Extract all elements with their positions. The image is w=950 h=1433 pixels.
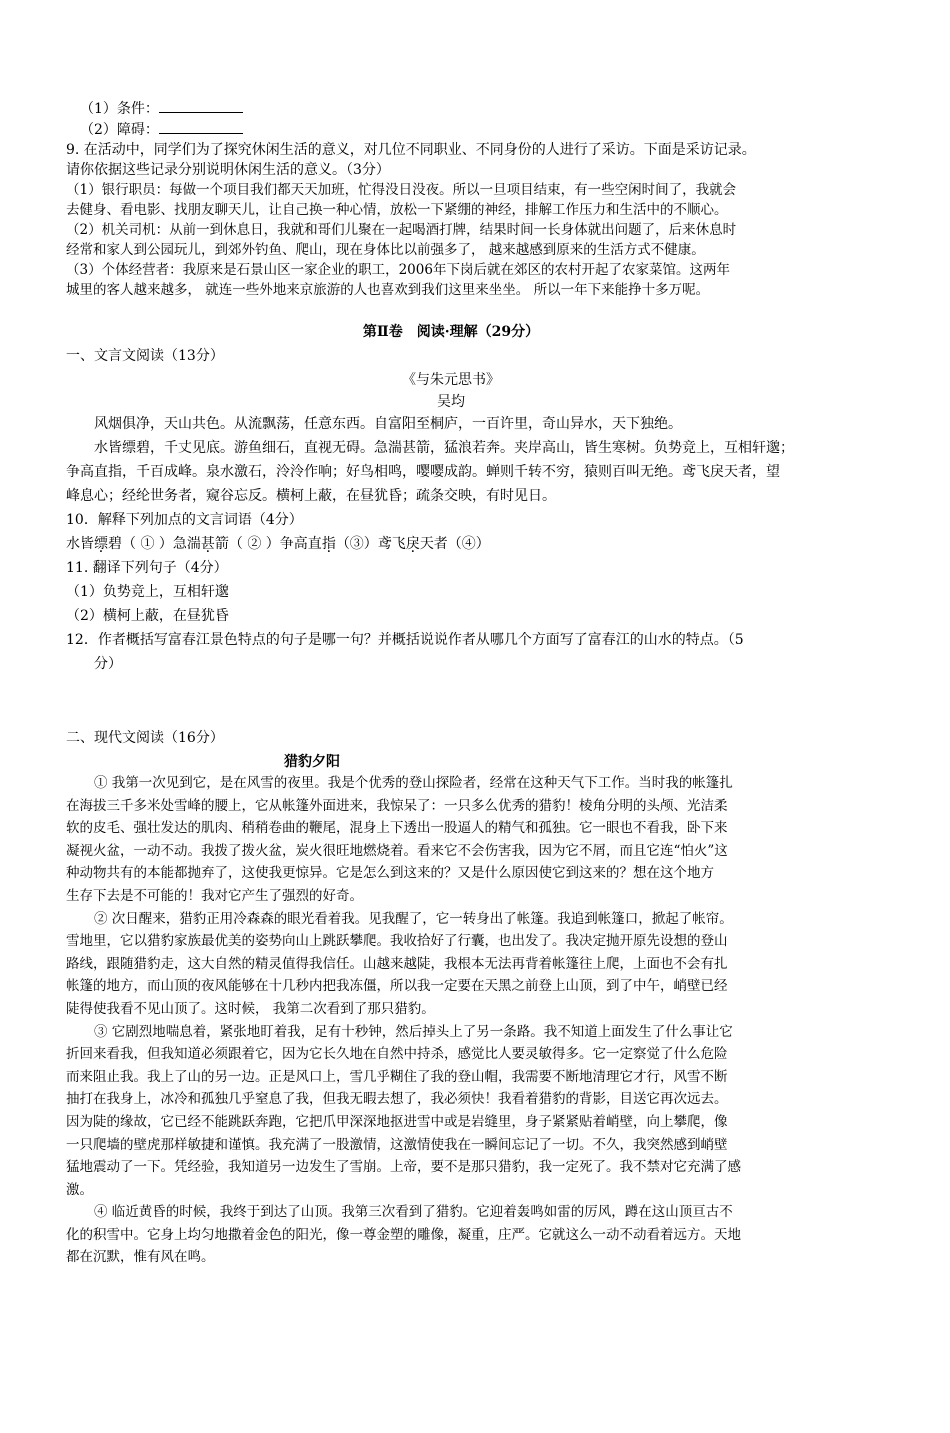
- q11-item: （2）横柯上蔽，在昼犹昏: [66, 608, 229, 624]
- classical-text-line: 峰息心；经纶世务者，窥谷忘反。横柯上蔽，在昼犹昏；疏条交映，有时见日。: [66, 488, 556, 504]
- q8-obstacle: （2）障碍：: [66, 119, 836, 140]
- story-line: 种动物共有的本能都抛弃了，这使我更惊异。它是怎么到这来的？又是什么原因使它到这来的？想在这个地方: [66, 865, 714, 882]
- q11-stem: 11. 翻译下列句子（4分）: [66, 560, 228, 576]
- q8-condition: （1）条件：: [66, 98, 836, 119]
- q9-record: （3）个体经营者：我原来是石景山区一家企业的职工，2006年下岗后就在郊区的农村开起了农家菜馆。这两年: [66, 262, 730, 278]
- story-line: 陡得使我看不见山顶了。这时候， 我第二次看到了那只猎豹。: [66, 1000, 435, 1017]
- text-title: 《与朱元思书》: [402, 372, 500, 388]
- story-line: 在海拔三千多米处雪峰的腰上，它从帐篷外面进来，我惊呆了：一只多么优秀的猎豹！棱角分明的头颅、光洁柔: [66, 797, 728, 814]
- q9-record: 城里的客人越来越多， 就连一些外地来京旅游的人也喜欢到我们这里来坐坐。 所以一年下来能挣十多万呢。: [66, 282, 710, 298]
- story-line: ② 次日醒来，猎豹正用冷森森的眼光看着我。见我醒了，它一转身出了帐篷。我追到帐篷口，掀起了帐帘。: [94, 910, 733, 927]
- story-line: 软的皮毛、强壮发达的肌肉、稍稍卷曲的鞭尾，混身上下透出一股逼人的精气和孤独。它一眼也不看我，卧下来: [66, 820, 728, 837]
- story-line: ④ 临近黄昏的时候，我终于到达了山顶。我第三次看到了猎豹。它迎着轰鸣如雷的厉风，蹲在这山顶亘古不: [94, 1204, 733, 1221]
- story-line: 生存下去是不可能的！我对它产生了强烈的好奇。: [66, 887, 363, 904]
- story-line: ① 我第一次见到它，是在风雪的夜里。我是个优秀的登山探险者，经常在这种天气下工作。当时我的帐篷扎: [94, 775, 733, 791]
- q10-stem: 10．解释下列加点的文言词语（4分）: [66, 512, 303, 528]
- part-heading: 二、现代文阅读（16分）: [66, 730, 224, 746]
- story-line: 而来阻止我。我上了山的另一边。正是风口上，雪几乎糊住了我的登山帽，我需要不断地清理它才行，风雪不断: [66, 1068, 728, 1085]
- q9-record: 去健身、看电影、找朋友聊天儿，让自己换一种心情，放松一下紧绷的神经，排解工作压力和生活中的不顺心。: [66, 202, 728, 218]
- classical-text-line: 风烟俱净，天山共色。从流飘荡，任意东西。自富阳至桐庐，一百许里，奇山异水，天下独绝。: [94, 416, 682, 432]
- story-line: 路线，跟随猎豹走，这大自然的精灵值得我信任。山越来越陡，我根本无法再背着帐篷往上爬，上面也不会有扎: [66, 955, 728, 972]
- section-title: 第Ⅱ卷 阅读·理解（29分）: [362, 324, 540, 340]
- q10-words: 水皆缥碧（ ① ）急湍甚箭（ ② ）争高直指（③）鸢飞戾天者（④）: [66, 536, 490, 552]
- story-line: ③ 它剧烈地喘息着，紧张地盯着我，足有十秒钟，然后掉头上了另一条路。我不知道上面发生了什么事让它: [94, 1023, 733, 1040]
- q9-stem: 请你依据这些记录分别说明休闲生活的意义。（3分）: [66, 162, 390, 178]
- text-author: 吴均: [437, 394, 465, 410]
- story-line: 雪地里，它以猎豹家族最优美的姿势向山上跳跃攀爬。我收拾好了行囊，也出发了。我决定抛开原先设想的登山: [66, 933, 728, 950]
- q9-record: 经常和家人到公园玩儿，到郊外钓鱼、爬山，现在身体比以前强多了， 越来越感到原来的生活方式不健康。: [66, 242, 705, 258]
- story-line: 猛地震动了一下。凭经验，我知道另一边发生了雪崩。上帝，要不是那只猎豹，我一定死了。我不禁对它充满了感: [66, 1159, 741, 1176]
- classical-text-line: 水皆缥碧，千丈见底。游鱼细石，直视无碍。急湍甚箭，猛浪若奔。夹岸高山，皆生寒树。负势竞上，互相轩邈；: [94, 440, 794, 456]
- q9-record: （2）机关司机：从前一到休息日，我就和哥们儿聚在一起喝酒打牌，结果时间一长身体就出问题了，后来休息时: [66, 222, 737, 238]
- story-line: 折回来看我，但我知道必须跟着它，因为它长久地在自然中持杀，感觉比人要灵敏得多。它一定察觉了什么危险: [66, 1046, 728, 1063]
- q9-record: （1）银行职员：每做一个项目我们都天天加班，忙得没日没夜。所以一旦项目结束，有一些空闲时间了，我就会: [66, 182, 737, 198]
- story-line: 凝视火盆，一动不动。我拨了拨火盆，炭火很旺地燃烧着。看来它不会伤害我，因为它不屑，而且它连“怕火”这: [66, 842, 728, 859]
- story-line: 抽打在我身上，冰冷和孤独几乎窒息了我，但我无暇去想了，我必须快！我看着猎豹的背影，目送它再次远去。: [66, 1091, 728, 1108]
- q11-item: （1）负势竞上，互相轩邈: [66, 584, 229, 600]
- story-title: 猎豹夕阳: [284, 754, 340, 770]
- story-line: 化的积雪中。它身上均匀地撒着金色的阳光，像一尊金塑的雕像，凝重，庄严。它就这么一动不动看着远方。天地: [66, 1226, 741, 1243]
- story-line: 一只爬墙的壁虎那样敏捷和谨慎。我充满了一股激情，这激情使我在一瞬间忘记了一切。不久，我突然感到峭壁: [66, 1136, 728, 1153]
- q12-stem: 分）: [94, 656, 122, 672]
- story-line: 因为陡的缘故，它已经不能跳跃奔跑，它把爪甲深深地抠进雪中或是岩缝里，身子紧紧贴着峭壁，向上攀爬，像: [66, 1113, 728, 1130]
- q9-stem: 9. 在活动中，同学们为了探究休闲生活的意义，对几位不同职业、不同身份的人进行了采访。下面是采访记录。: [66, 142, 756, 158]
- q12-stem: 12．作者概括写富春江景色特点的句子是哪一句？并概括说说作者从哪几个方面写了富春江的山水的特点。（5: [66, 632, 744, 648]
- story-line: 帐篷的地方，而山顶的夜风能够在十几秒内把我冻僵，所以我一定要在天黑之前登上山顶，到了中午，峭壁已经: [66, 978, 728, 995]
- story-line: 激。: [66, 1181, 93, 1198]
- exam-page: [66, 98, 836, 1269]
- part-heading: 一、文言文阅读（13分）: [66, 348, 224, 364]
- story-body: [66, 772, 836, 1269]
- answer-blank[interactable]: [159, 98, 243, 113]
- answer-blank[interactable]: [159, 119, 243, 134]
- classical-text-line: 争高直指，千百成峰。泉水激石，泠泠作响；好鸟相鸣，嘤嘤成韵。蝉则千转不穷，猿则百叫无绝。鸢飞戾天者，望: [66, 464, 780, 480]
- story-line: 都在沉默，惟有风在鸣。: [66, 1249, 215, 1266]
